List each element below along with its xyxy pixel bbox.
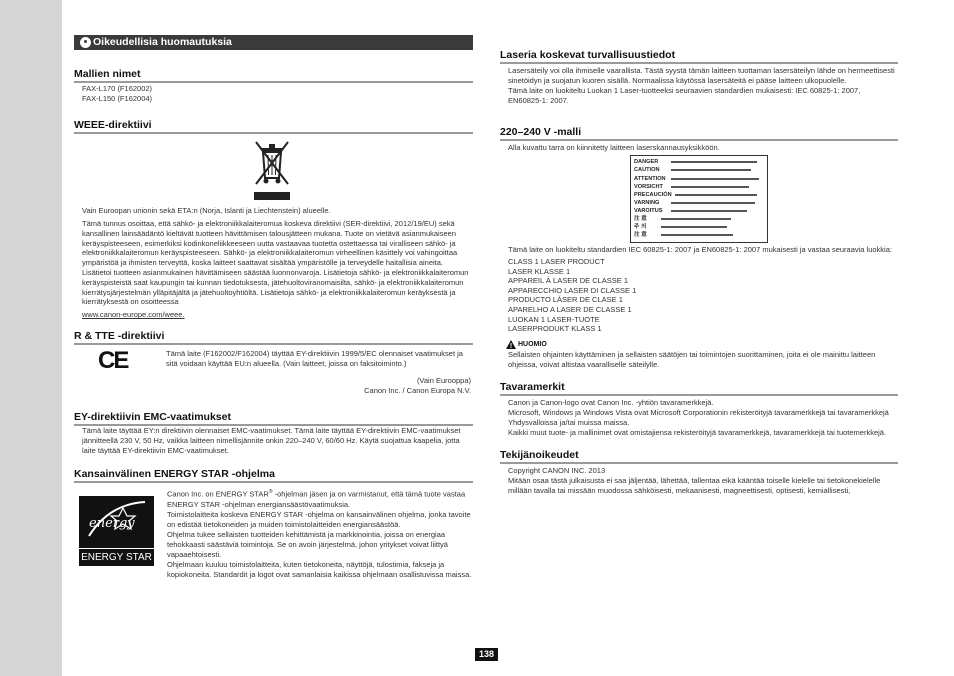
rtte-text: Tämä laite (F162002/F162004) täyttää EY-direktiivin 1999/5/EC olennaiset vaatimukset ja sitä voidaan käyttää EU:n alueella. (Vain laitteet, joissa on faksitoiminto.) (166, 349, 463, 368)
page-number: 138 (475, 648, 498, 661)
energy-p4: Ohjelmaan kuuluu toimistolaitteita, kuten tietokoneita, näyttöjä, tulostimia, fakseja ja kopiokoneita. Standardit ja logot ovat samanlaisia kaikissa ohjelmaan osallistuvissa maissa. (167, 559, 472, 579)
energy-star-logo-text: ENERGY STAR (79, 548, 154, 563)
label-word: DANGER (634, 159, 659, 165)
label-fineprint (671, 186, 749, 188)
energy-p1-start: Canon Inc. on ENERGY STAR (167, 489, 269, 499)
rtte-sign-region: (Vain Eurooppa) (416, 376, 471, 385)
label-word: 注 意 (634, 216, 647, 222)
models-heading: Mallien nimet (74, 68, 473, 83)
laser-warning-label (630, 155, 768, 243)
copyright-heading: Tekijänoikeudet (500, 449, 898, 464)
label-word: VORSICHT (634, 184, 663, 190)
laser-p1: Lasersäteily voi olla ihmiselle vaarallista. Tästä syystä tämän laitteen tuottaman lasersäteilyn lähde on hermeettisesti sinetöidyn ja suojatun kuoren sisällä. Normaalissa käytössä lasersäteitä ei pääse laitteen ulkopuolelle. (508, 66, 895, 85)
laser-class-item: APPARECCHIO LASER DI CLASSE 1 (508, 285, 637, 295)
label-fineprint (671, 202, 755, 204)
label-fineprint (661, 234, 733, 236)
label-intro: Alla kuvattu tarra on kiinnitetty laitteen laserskannausyksikköön. (508, 143, 720, 152)
label-word: PRECAUCIÓN (634, 192, 672, 198)
label-word: ATTENTION (634, 176, 666, 182)
ce-mark-icon: CE (98, 347, 128, 374)
weee-link[interactable]: www.canon-europe.com/weee. (82, 310, 185, 320)
rtte-heading: R & TTE -direktiivi (74, 330, 473, 345)
label-word: 注 意 (634, 232, 647, 238)
section-bullet-icon (80, 37, 91, 48)
energy-p1-end: -ohjelman jäsen ja on varmistanut, että tämä tuote vastaa ENERGY STAR -ohjelman energiansäästövaatimuksia. (167, 489, 466, 509)
trademarks-heading: Tavaramerkit (500, 381, 898, 396)
rtte-signature (166, 376, 471, 396)
rtte-sign-company: Canon Inc. / Canon Europa N.V. (364, 386, 471, 395)
laser-class-item: PRODUCTO LÁSER DE CLASE 1 (508, 295, 623, 305)
laser-text (508, 66, 896, 106)
label-word: VAROITUS (634, 208, 663, 214)
laser-class-item: LUOKAN 1 LASER-TUOTE (508, 314, 600, 324)
energy-p3: Ohjelma tukee sellaisten tuotteiden kehittämistä ja markkinointia, joissa on energiaa tehokkaasti säästäviä toimintoja. Se on avoin järjestelmä, johon yritykset voivat liittyä vapaaehtoisesti. (167, 529, 448, 559)
classified-text: Tämä laite on luokiteltu standardien IEC 60825-1: 2007 ja EN60825-1: 2007 mukaisesti ja vastaa seuraavia luokkia: (508, 245, 892, 254)
label-fineprint (671, 178, 759, 180)
warning-triangle-icon (506, 340, 516, 349)
label-fineprint (661, 226, 727, 228)
emc-text: Tämä laite täyttää EY:n direktiivin olennaiset EMC-vaatimukset. Tämä laite täyttää EY-direktiivin EMC-vaatimukset jännitteellä 230 V, 50 Hz, vaikka laitteen nimellisjännite onkin 220–240 V, 60/60 Hz. Käytä suojattua kaapelia, jotta laite täyttää EY-direktiivin EMC-vaatimukset. (82, 426, 461, 455)
laser-class-item: LASERPRODUKT KLASS 1 (508, 324, 602, 334)
trademarks-p3: Kaikki muut tuote- ja mallinimet ovat omistajiensa rekisteröityjä tavaramerkkejä, tavaramerkkejä tai tuotemerkkejä. (508, 428, 887, 437)
energy-p2: Toimistolaitteita koskeva ENERGY STAR -ohjelma on kansainvälinen ohjelma, jonka tavoite on edistää tietokoneiden ja muiden toimistolaitteiden energiansäästöä. (167, 509, 471, 529)
label-word: 주 의 (634, 224, 647, 230)
copyright-text (508, 466, 896, 496)
model-item: FAX-L170 (F162002) (82, 84, 153, 93)
models-list (82, 84, 462, 104)
label-fineprint (661, 218, 731, 220)
laser-class-item: APARELHO A LASER DE CLASSE 1 (508, 304, 632, 314)
model-item: FAX-L150 (F162004) (82, 94, 153, 103)
label-fineprint (671, 210, 747, 212)
trademarks-p2: Microsoft, Windows ja Windows Vista ovat Microsoft Corporationin rekisteröityjä tavaramerkkejä tai tavaramerkkejä Yhdysvalloissa ja/tai muissa maissa. (508, 408, 889, 427)
section-title-bar (74, 35, 473, 50)
trademarks-text (508, 398, 896, 438)
laser-class-item: APPAREIL À LASER DE CLASSE 1 (508, 276, 629, 286)
page-sidebar-strip (0, 0, 62, 676)
weee-scope: Vain Euroopan unionin sekä ETA:n (Norja, Islanti ja Liechtenstein) alueelle. (82, 206, 331, 215)
warning-label: HUOMIO (518, 341, 547, 348)
energy-heading: Kansainvälinen ENERGY STAR -ohjelma (74, 468, 473, 483)
label-fineprint (671, 161, 757, 163)
weee-text (82, 206, 473, 320)
label-fineprint (675, 194, 757, 196)
laser-class-item: CLASS 1 LASER PRODUCT (508, 257, 605, 266)
emc-heading: EY-direktiivin EMC-vaatimukset (74, 411, 473, 426)
energy-star-logo (79, 496, 154, 566)
energy-p1 (167, 487, 473, 510)
weee-heading: WEEE-direktiivi (74, 119, 473, 134)
warning-text: Sellaisten ohjainten käyttäminen ja sellaisten säätöjen tai toimintojen suorittaminen, joita ei ole mainittu laitteen ohjeissa, voivat altistaa vaaralliselle säteilylle. (508, 350, 876, 369)
trademarks-p1: Canon ja Canon-logo ovat Canon Inc. -yhtiön tavaramerkkejä. (508, 398, 714, 407)
copyright-p1: Copyright CANON INC. 2013 (508, 466, 606, 475)
voltage-heading: 220–240 V -malli (500, 126, 898, 141)
laser-p2: Tämä laite on luokiteltu Luokan 1 Laser-tuotteeksi seuraavien standardien mukaisesti: IEC 60825-1: 2007, EN60825-1: 2007. (508, 86, 861, 105)
laser-heading: Laseria koskevat turvallisuustiedot (500, 49, 898, 64)
laser-class-list (508, 257, 896, 334)
weee-body: Tämä tunnus osoittaa, että sähkö- ja elektroniikkalaiteromua koskeva direktiivi (SER-direktiivi, 2012/19/EU) sekä kansallinen lainsäädäntö kieltävät tuotteen hävittämisen talousjätteen mukana. Tuote on vietävä asianmukaiseen keräyspisteeseen, esimerkiksi kodinkoneliikkeeseen uutta vastaavaa tuotetta ostettaessa tai viralliseen sähkö- ja elektroniikkalaiteromun keräyspisteeseen. Sähkö- ja elektroniikkalaiteromun virheellinen käsittely voi vahingoittaa ympäristöä ja ihmisten terveyttä, koska laitteet saattavat sisältää ympäristölle ja terveydelle haitallisia aineita. Lisätietoi tuotteen asianmukainen hävittämiseen säästää luonnonvaroja. Lisätietoja sähkö- ja elektroniikkalaiteromun keräyspisteistä saat kaupungin tai kunnan tiedotuksesta, jätehuoltoviranomaisilta, sähkö- ja elektroniikkalaiteromun kierrätysjärjestelmän ylläpitäjältä ja jätehuoltoyhtiöltä. Lisätietoja sähkö- ja elektroniikkalaiteromun keräyksestä ja kierrätyksestä on osoitteessa (82, 219, 469, 307)
laser-class-item: LASER KLASSE 1 (508, 266, 571, 276)
section-title: Oikeudellisia huomautuksia (93, 36, 232, 48)
energy-star-script-text: energy (89, 516, 135, 531)
registered-mark: ® (268, 489, 273, 495)
label-fineprint (671, 169, 751, 171)
copyright-p2: Mitään osaa tästä julkaisusta ei saa jäljentää, lähettää, tallentaa eikä kääntää toiselle kielelle tai tietokonekielelle millään tavalla tai missään muodossa sähköisesti, mekaanisesti, magneettisesti, optisesti, kemiallisesti, (508, 476, 881, 495)
label-word: VARNING (634, 200, 660, 206)
crossed-bin-icon (250, 138, 294, 204)
label-word: CAUTION (634, 167, 660, 173)
energy-text (167, 487, 473, 580)
